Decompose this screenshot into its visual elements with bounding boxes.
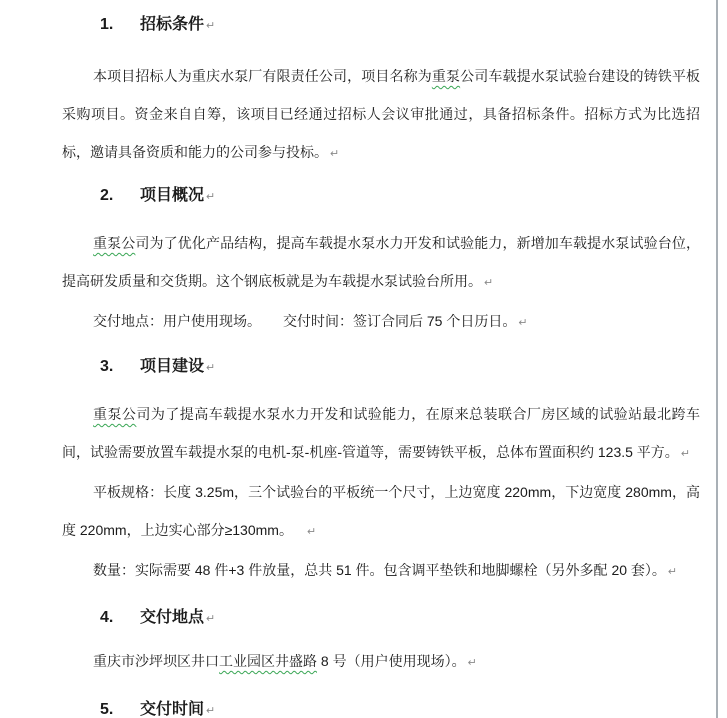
paragraph-mark-icon: ↵	[680, 448, 691, 460]
heading-number: 5.	[100, 701, 114, 718]
paragraph-text: 8 号（用户使用现场）。	[317, 653, 466, 669]
heading-project-construction	[62, 348, 700, 387]
paragraph-mark-icon: ↵	[206, 191, 216, 203]
paragraph-construction-detail	[62, 395, 700, 473]
paragraph-mark-icon: ↵	[206, 613, 216, 625]
paragraph-text: 交付时间：签订合同后 75 个日历日。	[283, 313, 517, 329]
heading-title: 交付地点	[140, 609, 205, 626]
paragraph-mark-icon: ↵	[518, 317, 528, 329]
paragraph-bidder-intro	[62, 57, 700, 173]
paragraph-mark-icon: ↵	[330, 148, 340, 160]
heading-number: 2.	[100, 187, 114, 204]
paragraph-plate-spec	[62, 473, 700, 551]
heading-number: 4.	[100, 609, 114, 626]
paragraph-text: 司为了提高车载提水泵水力开发和试验能力，在原来总装联合厂房区域的试验站最北跨车间，试验需要放置车载提水泵的电机-泵-机座-管道等，需要铸铁平板，总体布置面积约 123.5 平方。	[62, 406, 700, 460]
heading-title: 项目概况	[140, 187, 205, 204]
heading-bid-conditions	[62, 6, 700, 45]
spellcheck-flagged-text: 重泵公	[93, 235, 136, 251]
heading-number: 3.	[100, 358, 114, 375]
paragraph-mark-icon: ↵	[667, 566, 678, 578]
paragraph-text: 公司车载提水泵试验台建设的铸铁平板采购项目。资金来自自筹，该项目已经通过招标人会议审批通过，具备招标条件。招标方式为比选招标，邀请具备资质和能力的公司参与投标。	[62, 68, 701, 160]
paragraph-text: 司为了优化产品结构，提高车载提水泵水力开发和试验能力，新增加车载提水泵试验台位，提高研发质量和交货期。这个钢底板就是为车载提水泵试验台所用。	[62, 235, 700, 289]
heading-title: 项目建设	[140, 358, 205, 375]
heading-number: 1.	[100, 16, 114, 33]
paragraph-overview	[62, 224, 700, 302]
page-right-edge-line	[716, 0, 718, 718]
paragraph-mark-icon: ↵	[484, 277, 494, 289]
paragraph-mark-icon: ↵	[467, 657, 477, 669]
paragraph-text: 数量：实际需要 48 件+3 件放量，总共 51 件。包含调平垫铁和地脚螺栓（另外多配 20 套）。	[93, 562, 666, 578]
spellcheck-flagged-text: 重泵公	[93, 406, 137, 422]
heading-title: 交付时间	[140, 701, 205, 718]
spellcheck-flagged-text: 工业园区井盛路	[219, 653, 317, 669]
paragraph-text: 交付地点：用户使用现场。	[93, 313, 261, 329]
heading-delivery-time	[62, 691, 700, 718]
paragraph-mark-icon: ↵	[306, 526, 317, 538]
heading-project-overview	[62, 177, 700, 216]
paragraph-delivery-summary	[62, 302, 700, 342]
paragraph-text: 本项目招标人为重庆水泵厂有限责任公司，项目名称为	[93, 68, 432, 84]
spellcheck-flagged-text: 重泵	[431, 68, 461, 84]
paragraph-text: 重庆市沙坪坝区井口	[93, 653, 219, 669]
paragraph-mark-icon: ↵	[206, 362, 216, 374]
heading-title: 招标条件	[140, 16, 205, 33]
paragraph-mark-icon: ↵	[206, 20, 216, 32]
paragraph-mark-icon: ↵	[206, 705, 216, 717]
paragraph-text: 平板规格：长度 3.25m，三个试验台的平板统一个尺寸，上边宽度 220mm，下边宽度 280mm，高度 220mm，上边实心部分≥130mm。	[62, 484, 700, 538]
paragraph-address	[62, 642, 700, 682]
heading-delivery-location	[62, 599, 700, 638]
paragraph-quantity	[62, 551, 700, 591]
